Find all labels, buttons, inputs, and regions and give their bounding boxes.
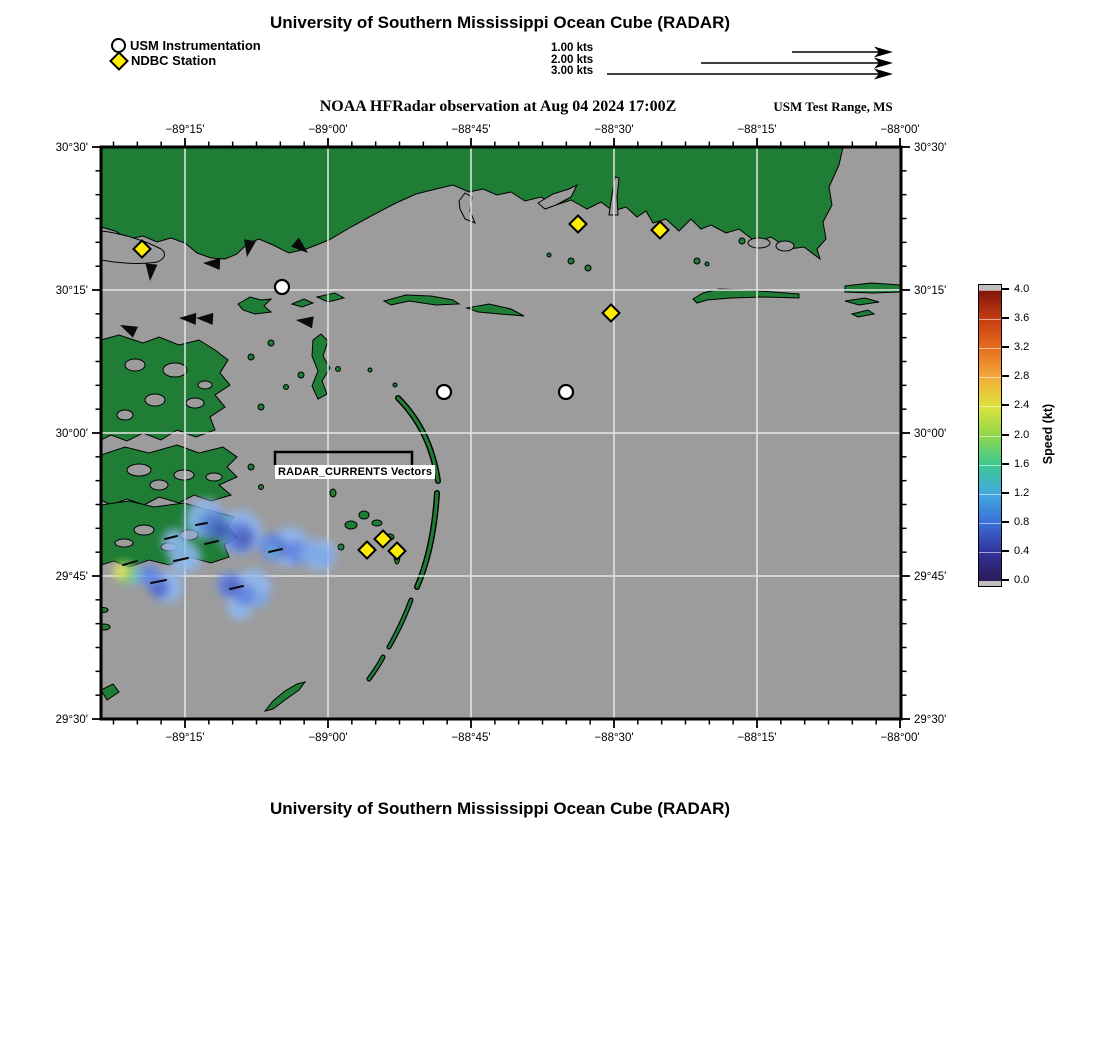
map-area	[98, 147, 901, 719]
colorbar-tickmark	[1001, 434, 1009, 436]
islet	[338, 544, 344, 550]
colorbar-tick-label: 4.0	[1014, 283, 1030, 295]
islet	[259, 485, 264, 490]
radar-currents-label: RADAR_CURRENTS Vectors	[275, 465, 435, 479]
marsh-gap	[115, 539, 133, 547]
legend-usm-label: USM Instrumentation	[130, 38, 261, 53]
svg-text:29°30': 29°30'	[55, 714, 88, 726]
colorbar-separator	[979, 348, 1001, 349]
svg-text:30°00': 30°00'	[55, 428, 88, 440]
colorbar-title: Speed (kt)	[1041, 403, 1055, 465]
scale-label-1kt: 1.00 kts	[551, 42, 594, 54]
islet	[298, 372, 304, 378]
marsh-gap	[206, 473, 222, 481]
svg-text:−89°15': −89°15'	[165, 732, 205, 744]
islet	[739, 238, 745, 244]
svg-text:−88°15': −88°15'	[737, 124, 777, 136]
legend-ndbc-label: NDBC Station	[131, 53, 217, 68]
marsh-gap	[163, 363, 187, 377]
colorbar-separator	[979, 494, 1001, 495]
marsh-gap	[150, 480, 168, 490]
colorbar-separator	[979, 523, 1001, 524]
svg-text:−88°30': −88°30'	[594, 732, 634, 744]
islet	[705, 262, 709, 266]
islet	[258, 404, 264, 410]
colorbar-tickmark	[1001, 521, 1009, 523]
marsh-gap	[145, 394, 165, 406]
colorbar-tickmark	[1001, 404, 1009, 406]
svg-text:−88°45': −88°45'	[451, 124, 491, 136]
grand-bay-2	[776, 241, 794, 251]
colorbar-separator	[979, 552, 1001, 553]
colorbar-tick-label: 0.4	[1014, 544, 1030, 557]
svg-text:30°15': 30°15'	[55, 285, 88, 297]
range-label: USM Test Range, MS	[773, 99, 893, 114]
scale-label-3kt: 3.00 kts	[551, 65, 594, 77]
svg-text:30°30': 30°30'	[914, 142, 947, 154]
islet	[585, 265, 591, 271]
islet	[284, 385, 289, 390]
scale-arrows	[607, 47, 893, 80]
islet	[694, 258, 700, 264]
islet	[547, 253, 551, 257]
colorbar-tickmark	[1001, 288, 1009, 290]
colorbar-tick-label: 1.2	[1014, 486, 1030, 499]
svg-text:30°15': 30°15'	[914, 285, 947, 297]
scale-label-2kt: 2.00 kts	[551, 53, 594, 66]
colorbar-tick-label: 1.6	[1014, 457, 1030, 470]
svg-text:−88°45': −88°45'	[451, 732, 491, 744]
islet	[330, 489, 336, 497]
colorbar-separator	[979, 436, 1001, 437]
svg-text:−88°00': −88°00'	[880, 732, 920, 744]
svg-text:29°30': 29°30'	[914, 714, 947, 726]
marsh-gap	[186, 398, 204, 408]
colorbar-bottom-cap	[979, 581, 1001, 586]
marsh-gap	[134, 525, 154, 535]
svg-text:29°45': 29°45'	[55, 571, 88, 583]
islet	[345, 521, 357, 529]
marsh-gap	[125, 359, 145, 371]
colorbar-tick-label: 2.0	[1014, 428, 1030, 441]
colorbar-tickmark	[1001, 346, 1009, 348]
marsh-gap	[127, 464, 151, 476]
svg-text:−88°15': −88°15'	[737, 732, 777, 744]
colorbar-tick-label: 2.8	[1014, 370, 1030, 383]
colorbar-tick-label: 3.6	[1014, 312, 1030, 325]
colorbar-tick-label: 3.2	[1014, 341, 1030, 354]
marsh-gap	[117, 410, 133, 420]
colorbar-tickmark	[1001, 492, 1009, 494]
colorbar-tick-label: 0.0	[1014, 574, 1030, 586]
colorbar-separator	[979, 290, 1001, 291]
svg-text:30°00': 30°00'	[914, 428, 947, 440]
colorbar-tickmark	[1001, 579, 1009, 581]
islet	[359, 511, 369, 519]
svg-text:29°45': 29°45'	[914, 571, 947, 583]
colorbar-tickmark	[1001, 463, 1009, 465]
marsh-archipelago	[101, 335, 230, 441]
islet	[336, 367, 341, 372]
colorbar-tick-label: 0.8	[1014, 515, 1030, 528]
colorbar-separator	[979, 377, 1001, 378]
islet	[268, 340, 274, 346]
colorbar-separator	[979, 319, 1001, 320]
colorbar-tickmark	[1001, 550, 1009, 552]
marsh-gap	[198, 381, 212, 389]
page-title: University of Southern Mississippi Ocean Cube (RADAR)	[269, 13, 731, 32]
svg-text:−88°30': −88°30'	[594, 124, 634, 136]
islet	[568, 258, 574, 264]
colorbar-tickmark	[1001, 317, 1009, 319]
svg-text:−89°15': −89°15'	[165, 124, 205, 136]
colorbar-separator	[979, 465, 1001, 466]
colorbar-tickmark	[1001, 375, 1009, 377]
islet	[248, 354, 254, 360]
svg-text:30°30': 30°30'	[55, 142, 88, 154]
islet	[393, 383, 397, 387]
page-title-bottom: University of Southern Mississippi Ocean Cube (RADAR)	[269, 799, 731, 818]
islet	[368, 368, 372, 372]
islet	[372, 520, 382, 526]
map-title: NOAA HFRadar observation at Aug 04 2024 17:00Z	[319, 98, 677, 115]
svg-text:−88°00': −88°00'	[880, 124, 920, 136]
svg-text:−89°00': −89°00'	[308, 732, 348, 744]
speed-colorbar	[978, 284, 1002, 587]
marsh-gap	[174, 470, 194, 480]
colorbar-tick-label: 2.4	[1014, 399, 1030, 412]
colorbar-gradient	[979, 290, 1001, 581]
colorbar-separator	[979, 406, 1001, 407]
grand-bay-1	[748, 238, 770, 248]
svg-text:−89°00': −89°00'	[308, 124, 348, 136]
islet	[248, 464, 254, 470]
